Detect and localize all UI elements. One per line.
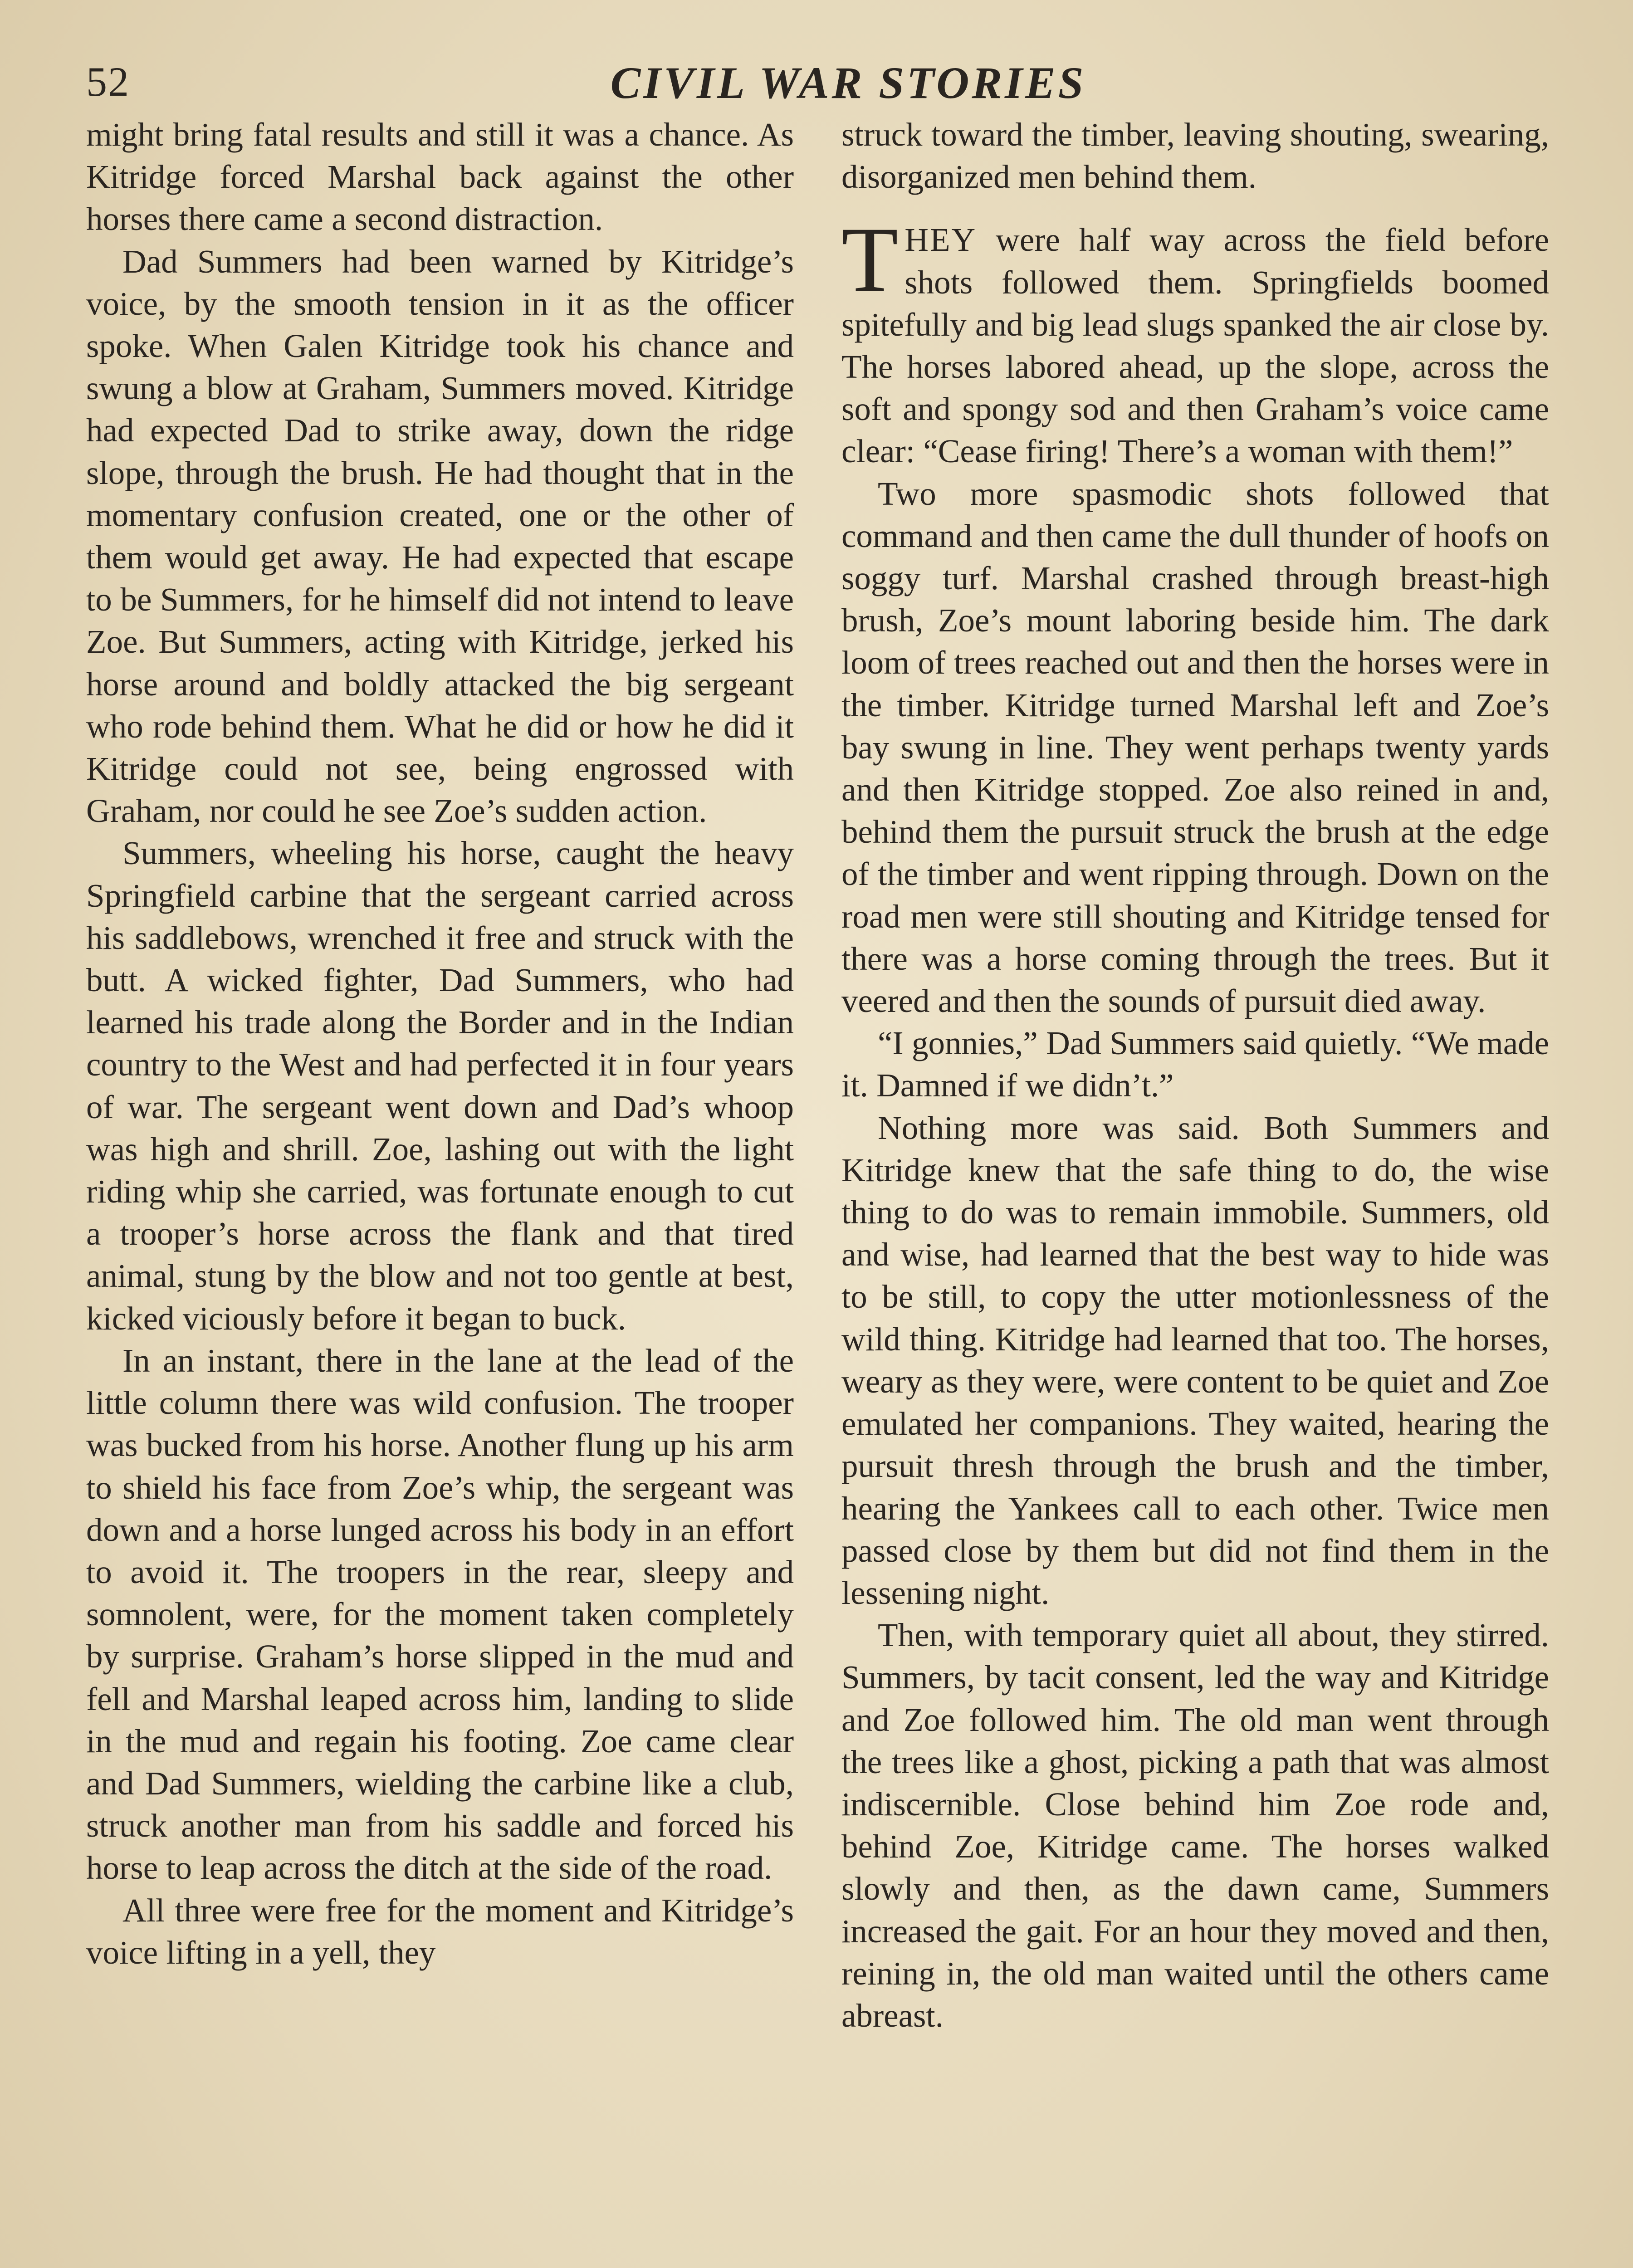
paragraph: Summers, wheeling his horse, caught the heavy Springfield carbine that the sergeant carried across his saddlebows, wrenched it free and struck with the butt. A wicked fighter, Dad Summers, who had learned his trade along the Border and in the Indian country to the West and had perfected it in four years of war. The sergeant went down and Dad’s whoop was high and shrill. Zoe, lashing out with the light riding whip she carried, was fortunate enough to cut a trooper’s horse across the flank and that tired animal, stung by the blow and not too gentle at best, kicked viciously before it began to buck. <box>86 835 794 1337</box>
paragraph: Dad Summers had been warned by Kitridge’s voice, by the smooth tension in it as the officer spoke. When Galen Kitridge took his chance and swung a blow at Graham, Summers moved. Kitridge had expected Dad to strike away, down the ridge slope, through the brush. He had thought that in the momentary confusion created, one or the other of them would get away. He had expected that escape to be Summers, for he himself did not intend to leave Zoe. But Summers, acting with Kitridge, jerked his horse around and boldly attacked the big sergeant who rode behind them. What he did or how he did it Kitridge could not see, being engrossed with Graham, nor could he see Zoe’s sudden action. <box>86 243 794 830</box>
paragraph: Two more spasmodic shots followed that command and then came the dull thunder of hoofs on soggy turf. Marshal crashed through breast-high brush, Zoe’s mount laboring beside him. The dark loom of trees reached out and then the horses were in the timber. Kitridge turned Marshal left and Zoe’s bay swung in line. They went perhaps twenty yards and then Kitridge stopped. Zoe also reined in and, behind them the pursuit struck the brush at the edge of the timber and went ripping through. Down on the road men were still shouting and Kitridge tensed for there was a horse coming through the trees. But it veered and then the sounds of pursuit died away. <box>841 475 1549 1020</box>
drop-cap: T <box>841 208 899 312</box>
dropcap-paragraph <box>841 208 1549 472</box>
page-number: 52 <box>86 59 130 105</box>
paragraph: might bring fatal results and still it was a chance. As Kitridge forced Marshal back against the other horses there came a second distraction. <box>86 116 794 238</box>
paragraph: Nothing more was said. Both Summers and Kitridge knew that the safe thing to do, the wise thing to do was to remain immobile. Summers, old and wise, had learned that the best way to hide was to be still, to copy the utter motionlessness of the wild thing. Kitridge had learned that too. The horses, weary as they were, were content to be quiet and Zoe emulated her companions. They waited, hearing the pursuit thresh through the brush and the timber, hearing the Yankees call to each other. Twice men passed close by them but did not find them in the lessening night. <box>841 1109 1549 1611</box>
paragraph: struck toward the timber, leaving shouting, swearing, disorganized men behind them. <box>841 116 1549 196</box>
paragraph: Then, with temporary quiet all about, they stirred. Summers, by tacit consent, led the way and Kitridge and Zoe followed him. The old man went through the trees like a ghost, picking a path that was almost indiscernible. Close behind him Zoe rode and, behind Zoe, Kitridge came. The horses walked slowly and then, as the dawn came, Summers increased the gait. For an hour they moved and then, reining in, the old man waited until the others came abreast. <box>841 1617 1549 2034</box>
dropcap-paragraph-text: were half way across the field before shots followed them. Springfields boomed spitefully and big lead slugs spanked the air close by. The horses labored ahead, up the slope, across the soft and spongy sod and then Graham’s voice came clear: “Cease firing! There’s a woman with them!” <box>841 221 1549 470</box>
right-column <box>841 113 1549 2268</box>
left-column <box>86 113 794 2268</box>
paragraph: In an instant, there in the lane at the lead of the little column there was wild confusion. The trooper was bucked from his horse. Another flung up his arm to shield his face from Zoe’s whip, the sergeant was down and a horse lunged across his body in an effort to avoid it. The troopers in the rear, sleepy and somnolent, were, for the moment taken completely by surprise. Graham’s horse slipped in the mud and fell and Marshal leaped across him, landing to slide in the mud and regain his footing. Zoe came clear and Dad Summers, wielding the carbine like a club, struck another man from his saddle and forced his horse to leap across the ditch at the side of the road. <box>86 1342 794 1887</box>
page-header <box>82 48 1560 120</box>
small-caps-lead: HEY <box>905 221 977 259</box>
running-title: CIVIL WAR STORIES <box>610 58 1086 108</box>
paragraph: All three were free for the moment and Kitridge’s voice lifting in a yell, they <box>86 1892 794 1971</box>
paragraph: “I gonnies,” Dad Summers said quietly. “We made it. Damned if we didn’t.” <box>841 1025 1549 1104</box>
